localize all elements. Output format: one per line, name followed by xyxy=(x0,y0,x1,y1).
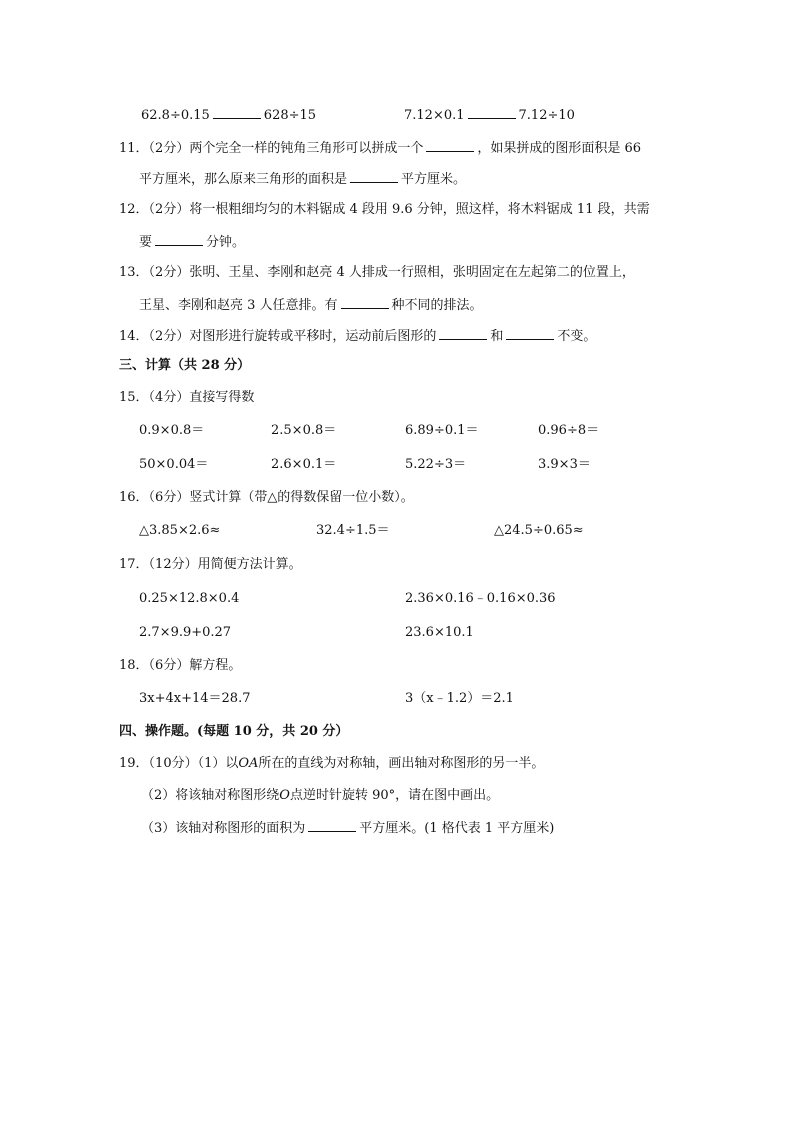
q11-mid: ，如果拼成的图形面积是 66 xyxy=(477,141,642,156)
q15-r2-c4: 3.9×3＝ xyxy=(538,457,591,472)
answer-blank[interactable] xyxy=(308,818,356,832)
q19-p2-end: 点逆时针旋转 90°，请在图中画出。 xyxy=(289,788,500,803)
q15-r1-c3: 6.89÷0.1＝ xyxy=(405,423,479,438)
q17-item-3: 2.7×9.9+0.27 xyxy=(139,625,232,640)
answer-blank[interactable] xyxy=(350,169,398,183)
answer-blank[interactable] xyxy=(439,326,487,340)
answer-blank[interactable] xyxy=(341,295,389,309)
q16-title: 16．（6分）竖式计算（带△的得数保留一位小数）。 xyxy=(119,490,414,505)
q13-line2-end: 种不同的排法。 xyxy=(391,298,483,313)
answer-blank[interactable] xyxy=(213,105,261,119)
q14-line xyxy=(119,326,596,346)
q13-line1: 13．（2分）张明、王星、李刚和赵亮 4 人排成一行照相，张明固定在左起第二的位置上， xyxy=(119,265,635,280)
q12-line2-end: 分钟。 xyxy=(206,235,246,250)
q11-line2-end: 平方厘米。 xyxy=(401,172,467,187)
q18-item-2: 3（x﹣1.2）＝2.1 xyxy=(405,691,514,706)
q15-r1-c4: 0.96÷8＝ xyxy=(538,423,600,438)
q19-part3 xyxy=(141,818,554,838)
q19-p1-end: 所在的直线为对称轴，画出轴对称图形的另一半。 xyxy=(258,756,545,771)
q12-line1: 12．（2分）将一根粗细均匀的木料锯成 4 段用 9.6 分钟，照这样，将木料锯成 11 段，共需 xyxy=(119,202,650,217)
q15-r1-c1: 0.9×0.8＝ xyxy=(139,423,205,438)
q10-item-b xyxy=(404,105,575,125)
q10-b-right: 7.12÷10 xyxy=(518,108,575,123)
q15-r2-c1: 50×0.04＝ xyxy=(139,457,209,472)
q14-mid: 和 xyxy=(490,329,504,344)
answer-blank[interactable] xyxy=(426,138,474,152)
answer-blank[interactable] xyxy=(155,232,203,246)
q10-item-a xyxy=(141,105,316,125)
q18-title: 18．（6分）解方程。 xyxy=(119,658,242,673)
q17-item-1: 0.25×12.8×0.4 xyxy=(139,591,240,606)
q10-a-left: 62.8÷0.15 xyxy=(141,108,210,123)
answer-blank[interactable] xyxy=(506,326,554,340)
q10-b-left: 7.12×0.1 xyxy=(404,108,465,123)
q15-r2-c3: 5.22÷3＝ xyxy=(405,457,467,472)
q12-line2 xyxy=(139,232,245,252)
q19-p3-end: 平方厘米。(1 格代表 1 平方厘米) xyxy=(359,821,555,836)
section-4-title: 四、操作题。(每题 10 分，共 20 分） xyxy=(119,724,349,739)
q13-line2 xyxy=(139,295,483,315)
q17-title: 17．（12分）用简便方法计算。 xyxy=(119,557,302,572)
q19-p2-start: （2）将该轴对称图形绕 xyxy=(141,788,280,803)
q11-line2-start: 平方厘米，那么原来三角形的面积是 xyxy=(139,172,348,187)
q14-end: 不变。 xyxy=(557,329,597,344)
q19-part2 xyxy=(141,787,499,805)
q19-p1-var: OA xyxy=(238,756,259,771)
q17-item-4: 23.6×10.1 xyxy=(405,625,474,640)
q11-line2 xyxy=(139,169,466,189)
q18-item-1: 3x+4x+14＝28.7 xyxy=(139,691,251,706)
answer-blank[interactable] xyxy=(468,105,516,119)
q15-title: 15．（4分）直接写得数 xyxy=(119,390,255,405)
q16-item-1: △3.85×2.6≈ xyxy=(139,523,221,538)
q13-line2-start: 王星、李刚和赵亮 3 人任意排。有 xyxy=(139,298,338,313)
q11-line1 xyxy=(119,138,641,158)
q19-p3-start: （3）该轴对称图形的面积为 xyxy=(141,821,306,836)
q14-start: 14．（2分）对图形进行旋转或平移时，运动前后图形的 xyxy=(119,329,437,344)
q12-line2-start: 要 xyxy=(139,235,153,250)
q16-item-2: 32.4÷1.5＝ xyxy=(316,523,390,538)
q10-a-right: 628÷15 xyxy=(263,108,317,123)
q19-part1 xyxy=(119,755,544,773)
q15-r2-c2: 2.6×0.1＝ xyxy=(271,457,337,472)
q15-r1-c2: 2.5×0.8＝ xyxy=(271,423,337,438)
q19-p2-var: O xyxy=(279,788,290,803)
q16-item-3: △24.5÷0.65≈ xyxy=(494,523,584,538)
section-3-title: 三、计算（共 28 分） xyxy=(119,358,251,373)
q19-p1-start: 19．（10分）（1）以 xyxy=(119,756,239,771)
q11-text: 11．（2分）两个完全一样的钝角三角形可以拼成一个 xyxy=(119,141,424,156)
q17-item-2: 2.36×0.16﹣0.16×0.36 xyxy=(405,591,556,606)
